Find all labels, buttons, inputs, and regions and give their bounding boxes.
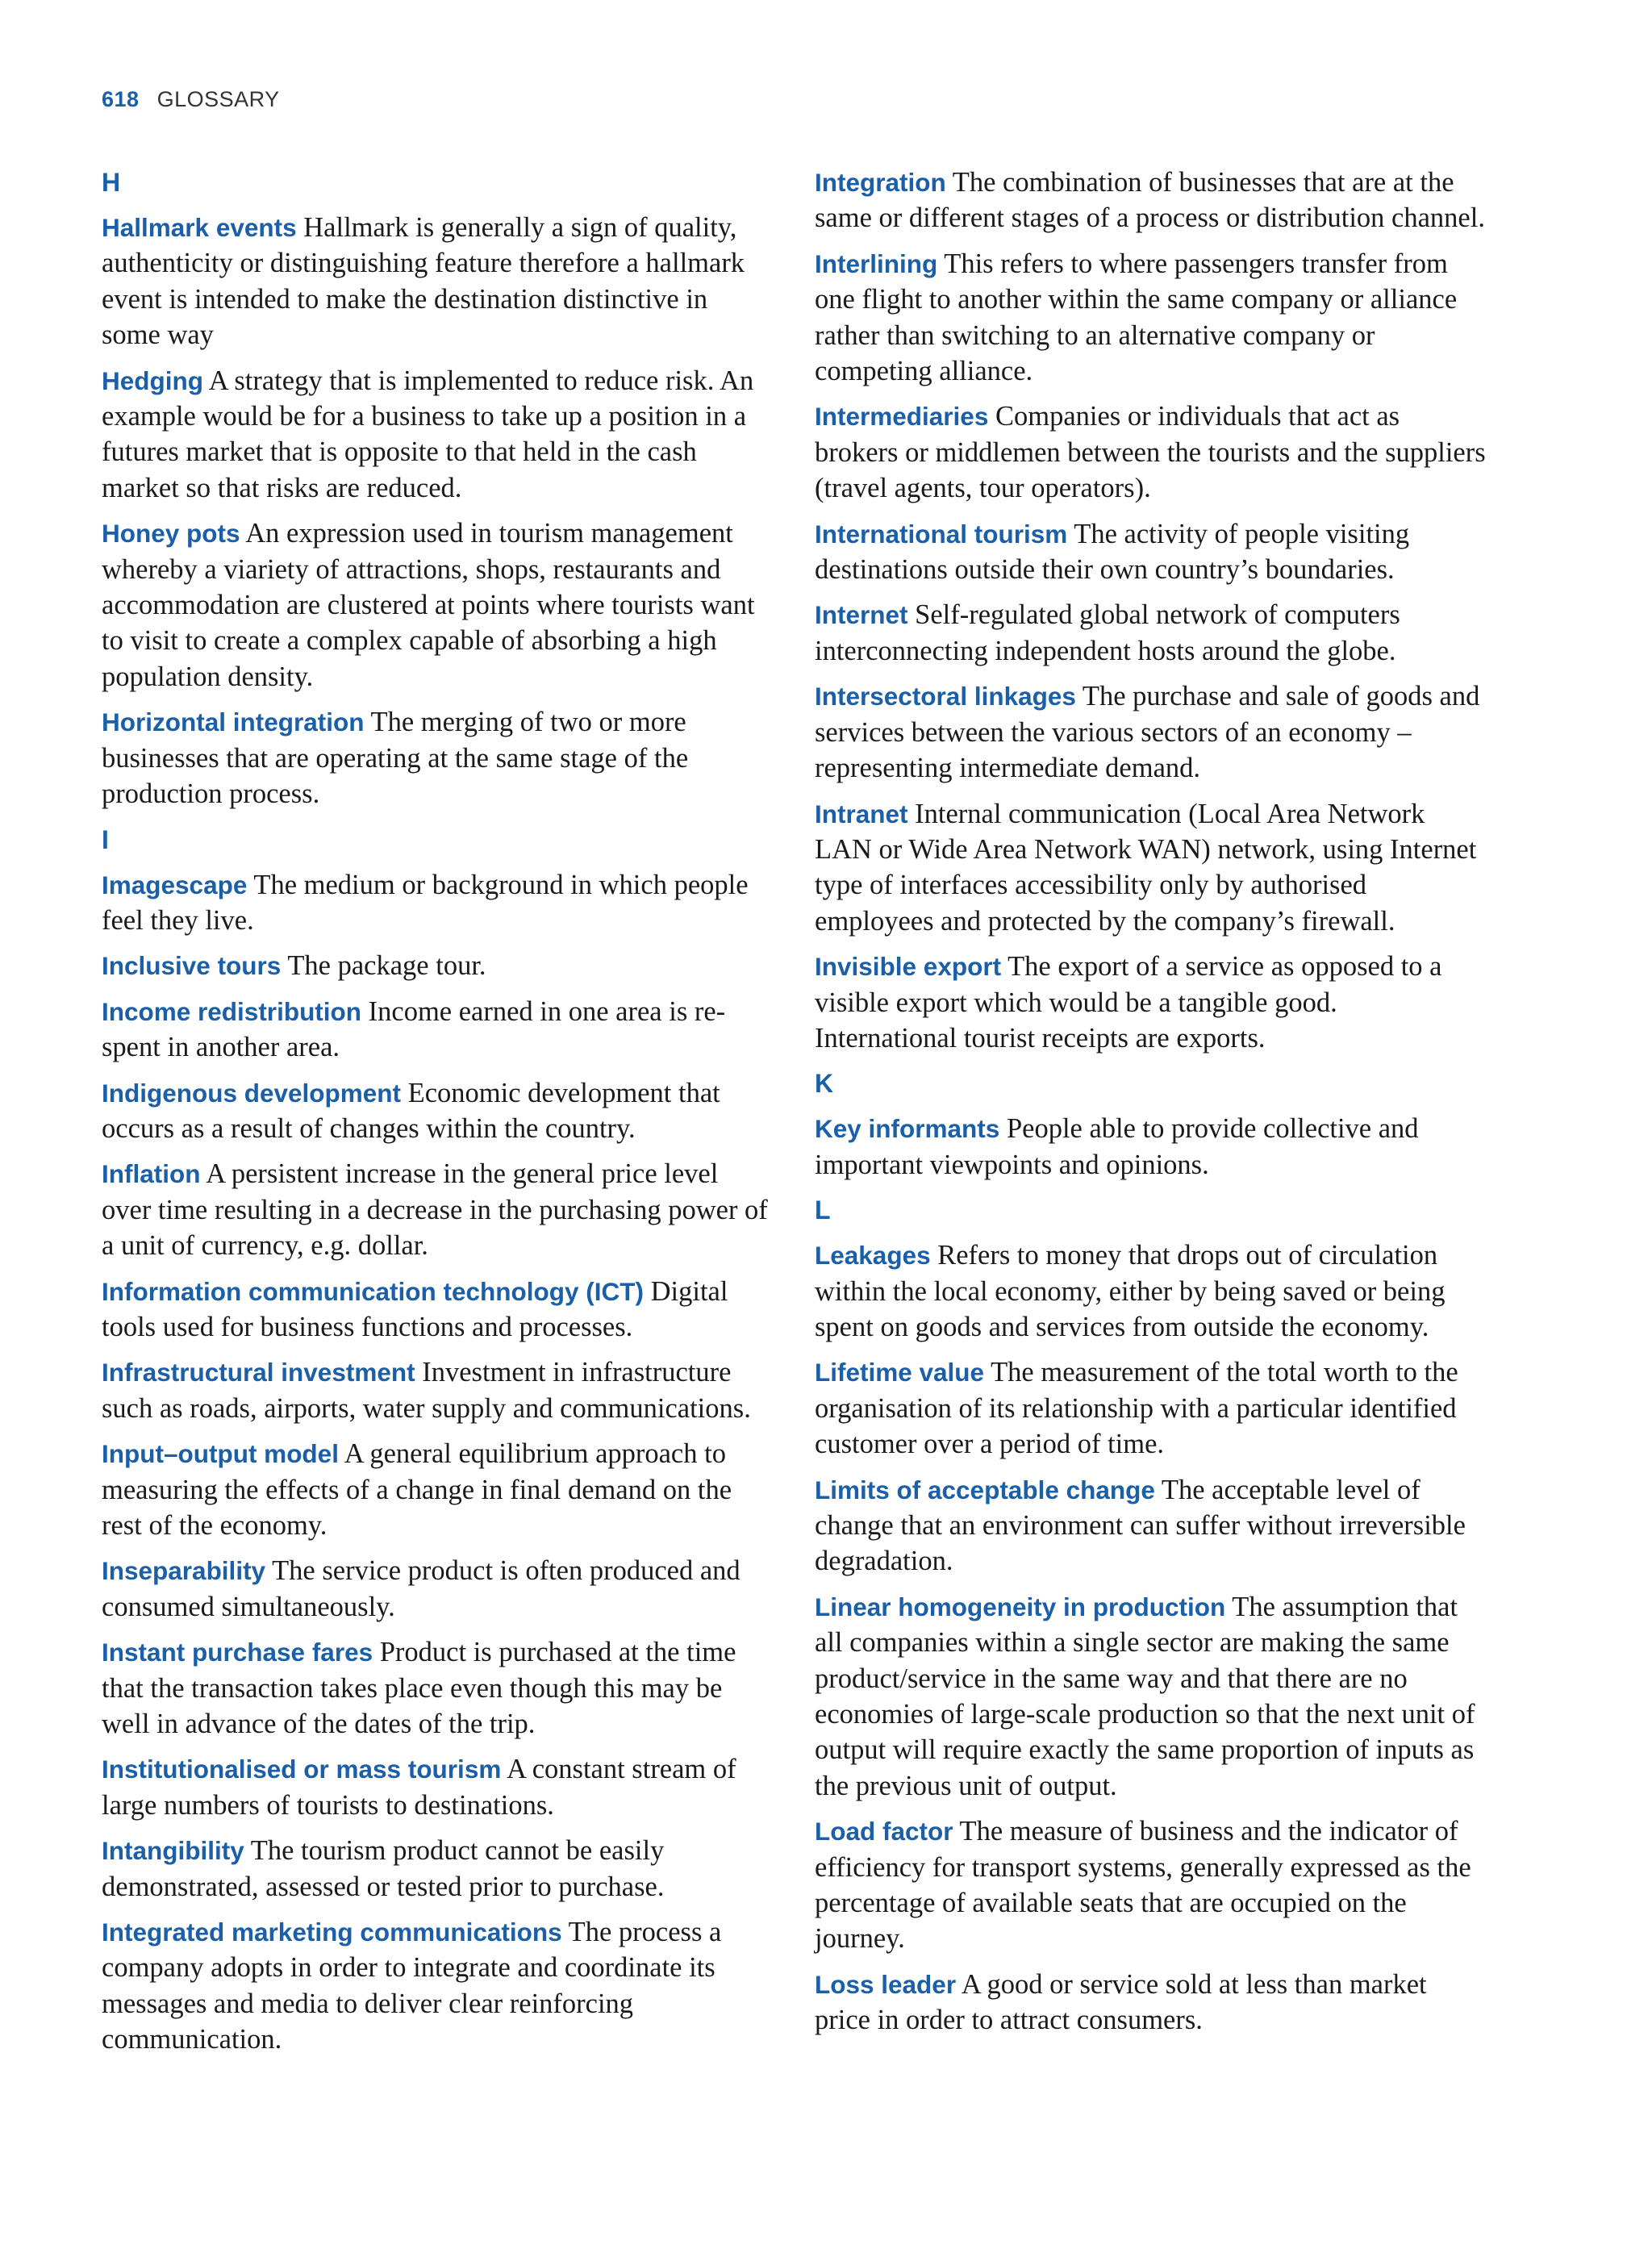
glossary-entry	[815, 1967, 1486, 2038]
glossary-term: International tourism	[815, 519, 1068, 549]
glossary-definition: The measure of business and the indicator of efficiency for transport systems, generally expressed as the percentage of available seats that are occupied on the journey.	[815, 1816, 1471, 1955]
glossary-entry	[102, 515, 771, 695]
glossary-definition: The combination of businesses that are at the same or different stages of a process or distribution channel.	[815, 167, 1485, 234]
glossary-definition: The measurement of the total worth to the organisation of its relationship with a particular identified customer over a period of time.	[815, 1357, 1458, 1460]
glossary-definition: A persistent increase in the general price level over time resulting in a decrease in the purchasing power of a unit of currency, e.g. dollar.	[102, 1158, 768, 1262]
glossary-term: Hedging	[102, 365, 203, 395]
glossary-definition: The merging of two or more businesses that are operating at the same stage of the production process.	[102, 707, 689, 810]
glossary-term: Institutionalised or mass tourism	[102, 1755, 502, 1784]
glossary-entry	[815, 597, 1486, 669]
glossary-definition: The process a company adopts in order to integrate and coordinate its messages and media to deliver clear reinforcing communication.	[102, 1917, 722, 2055]
glossary-entry	[102, 1075, 771, 1147]
glossary-term: Integration	[815, 168, 946, 197]
glossary-term: Intersectoral linkages	[815, 682, 1076, 711]
glossary-term: Internet	[815, 600, 908, 630]
glossary-term: Intangibility	[102, 1836, 244, 1866]
glossary-definition: A strategy that is implemented to reduce risk. An example would be for a business to take up a position in a futures market that is opposite to that held in the cash market so that risks are reduced.	[102, 365, 754, 503]
glossary-definition: Digital tools used for business functions and processes.	[102, 1275, 728, 1342]
glossary-term: Leakages	[815, 1241, 931, 1271]
glossary-term: Linear homogeneity in production	[815, 1592, 1226, 1621]
glossary-term: Intermediaries	[815, 402, 989, 432]
glossary-entry	[815, 1354, 1486, 1462]
glossary-term: Interlining	[815, 248, 938, 278]
glossary-entry	[815, 165, 1486, 236]
glossary-definition: People able to provide collective and important viewpoints and opinions.	[815, 1113, 1419, 1180]
glossary-entry	[102, 363, 771, 507]
glossary-term: Limits of acceptable change	[815, 1475, 1155, 1504]
glossary-entry	[815, 1111, 1486, 1183]
glossary-term: Inflation	[102, 1159, 201, 1189]
glossary-term: Integrated marketing communications	[102, 1917, 562, 1947]
page-header	[102, 87, 280, 112]
page-number: 618	[102, 87, 140, 111]
glossary-definition: This refers to where passengers transfer from one flight to another within the same company or alliance rather than switching to an alternative company or competing alliance.	[815, 248, 1458, 387]
glossary-left-column	[102, 165, 771, 2068]
glossary-term: Lifetime value	[815, 1358, 985, 1387]
section-letter: L	[815, 1196, 831, 1225]
glossary-definition: Hallmark is generally a sign of quality, authenticity or distinguishing feature therefore a hallmark event is intended to make the destination distinctive in some way	[102, 212, 745, 351]
glossary-term: Honey pots	[102, 519, 240, 549]
glossary-definition: A general equilibrium approach to measuring the effects of a change in final demand on the rest of the economy.	[102, 1438, 732, 1541]
glossary-entry	[102, 1634, 771, 1742]
glossary-entry	[102, 210, 771, 353]
glossary-term: Load factor	[815, 1817, 953, 1846]
glossary-term: Intranet	[815, 799, 908, 828]
glossary-term: Key informants	[815, 1114, 1000, 1144]
glossary-term: Inseparability	[102, 1556, 266, 1586]
glossary-term: Indigenous development	[102, 1078, 402, 1108]
section-title: GLOSSARY	[156, 87, 280, 111]
glossary-term: Loss leader	[815, 1969, 957, 1999]
glossary-definition: Refers to money that drops out of circulation within the local economy, either by being saved or being spent on goods and services from outside the economy.	[815, 1240, 1446, 1342]
glossary-definition: The medium or background in which people feel they live.	[102, 869, 749, 936]
glossary-entry	[102, 1751, 771, 1823]
glossary-entry	[102, 1833, 771, 1905]
glossary-definition: The assumption that all companies within a single sector are making the same product/service in the same way and that there are no economies of large-scale production so that the next unit of output will require exactly the same proportion of inputs as the previous unit of output.	[815, 1591, 1475, 1801]
glossary-definition: Companies or individuals that act as brokers or middlemen between the tourists and the suppliers (travel agents, tour operators).	[815, 401, 1486, 504]
glossary-definition: Income earned in one area is re-spent in another area.	[102, 995, 726, 1063]
glossary-entry	[815, 1237, 1486, 1345]
glossary-entry	[102, 704, 771, 812]
glossary-definition: The acceptable level of change that an environment can suffer without irreversible degradation.	[815, 1474, 1466, 1577]
glossary-definition: Product is purchased at the time that the transaction takes place even though this may be well in advance of the dates of the trip.	[102, 1637, 736, 1740]
glossary-entry	[102, 1914, 771, 2058]
glossary-definition: The service product is often produced and consumed simultaneously.	[102, 1555, 740, 1622]
glossary-definition: Investment in infrastructure such as roads, airports, water supply and communications.	[102, 1357, 751, 1424]
glossary-definition: An expression used in tourism management whereby a viariety of attractions, shops, restaurants and accommodation are clustered at points where tourists want to visit to create a complex capable of absorbing a high population density.	[102, 518, 755, 692]
glossary-definition: Internal communication (Local Area Network LAN or Wide Area Network WAN) network, using Internet type of interfaces accessibility only by authorised employees and protected by the company’s firewall.	[815, 798, 1477, 937]
glossary-definition: The activity of people visiting destinations outside their own country’s boundaries.	[815, 518, 1410, 586]
glossary-definition: The package tour.	[287, 950, 486, 982]
glossary-definition: The purchase and sale of goods and services between the various sectors of an economy – representing intermediate demand.	[815, 681, 1480, 784]
glossary-entry	[102, 994, 771, 1066]
glossary-entry	[102, 948, 771, 983]
glossary-term: Instant purchase fares	[102, 1638, 373, 1667]
glossary-entry	[102, 1553, 771, 1625]
glossary-term: Infrastructural investment	[102, 1358, 415, 1387]
section-letter: I	[102, 824, 109, 854]
glossary-definition: Economic development that occurs as a result of changes within the country.	[102, 1077, 720, 1144]
glossary-term: Input–output model	[102, 1439, 339, 1469]
glossary-definition: The tourism product cannot be easily demonstrated, assessed or tested prior to purchase.	[102, 1835, 665, 1902]
glossary-entry	[815, 246, 1486, 390]
glossary-entry	[815, 516, 1486, 588]
glossary-term: Information communication technology (ICT)	[102, 1276, 644, 1306]
glossary-entry	[815, 1589, 1486, 1804]
glossary-entry	[815, 1813, 1486, 1957]
glossary-term: Invisible export	[815, 952, 1002, 982]
glossary-definition: A constant stream of large numbers of tourists to destinations.	[102, 1754, 736, 1821]
glossary-entry	[102, 1274, 771, 1346]
glossary-term: Horizontal integration	[102, 707, 365, 737]
glossary-entry	[102, 1354, 771, 1426]
section-letter: K	[815, 1069, 834, 1099]
glossary-entry	[815, 1472, 1486, 1579]
glossary-term: Inclusive tours	[102, 951, 282, 981]
glossary-entry	[815, 399, 1486, 506]
section-letter: H	[102, 168, 121, 197]
glossary-entry	[102, 867, 771, 939]
glossary-definition: Self-regulated global network of computers interconnecting independent hosts around the globe.	[815, 599, 1400, 666]
glossary-entry	[815, 678, 1486, 786]
glossary-definition: A good or service sold at less than market price in order to attract consumers.	[815, 1968, 1427, 2036]
glossary-term: Income redistribution	[102, 996, 362, 1026]
glossary-entry	[102, 1156, 771, 1263]
glossary-entry	[102, 1436, 771, 1543]
glossary-entry	[815, 796, 1486, 940]
glossary-definition: The export of a service as opposed to a visible export which would be a tangible good. International tourist receipts are exports.	[815, 951, 1442, 1054]
glossary-term: Hallmark events	[102, 213, 297, 242]
glossary-entry	[815, 949, 1486, 1056]
glossary-term: Imagescape	[102, 870, 248, 899]
glossary-right-column	[815, 165, 1486, 2048]
